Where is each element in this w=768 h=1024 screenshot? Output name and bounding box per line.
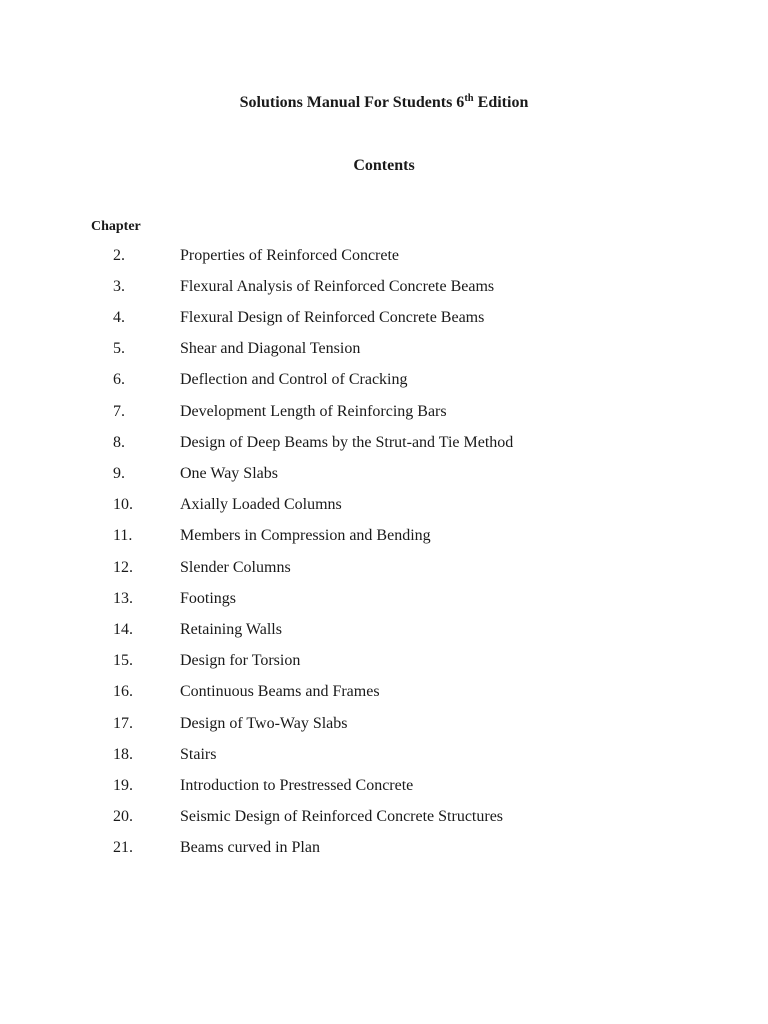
chapter-number: 10. xyxy=(113,496,133,514)
toc-list xyxy=(0,240,768,870)
chapter-title: One Way Slabs xyxy=(180,464,278,482)
chapter-title: Design of Two-Way Slabs xyxy=(180,714,348,732)
chapter-number: 11. xyxy=(113,527,133,545)
toc-row xyxy=(0,240,768,271)
chapter-number: 16. xyxy=(113,683,133,701)
chapter-title: Flexural Design of Reinforced Concrete Beams xyxy=(180,308,485,326)
chapter-title: Shear and Diagonal Tension xyxy=(180,340,361,358)
chapter-number: 20. xyxy=(113,808,133,826)
chapter-number: 3. xyxy=(113,277,125,295)
toc-row xyxy=(0,832,768,863)
toc-row xyxy=(0,489,768,520)
toc-row xyxy=(0,364,768,395)
toc-row xyxy=(0,271,768,302)
chapter-title: Members in Compression and Bending xyxy=(180,527,431,545)
toc-row xyxy=(0,520,768,551)
chapter-title: Design for Torsion xyxy=(180,652,301,670)
document-title-edition: Edition xyxy=(477,94,529,111)
toc-row xyxy=(0,333,768,364)
chapter-number: 19. xyxy=(113,776,133,794)
document-title xyxy=(0,92,768,114)
chapter-number: 18. xyxy=(113,745,133,763)
toc-row xyxy=(0,801,768,832)
toc-row xyxy=(0,583,768,614)
chapter-title: Design of Deep Beams by the Strut-and Tie Method xyxy=(180,433,514,451)
toc-row xyxy=(0,427,768,458)
chapter-title: Seismic Design of Reinforced Concrete Structures xyxy=(180,808,504,826)
toc-row xyxy=(0,458,768,489)
chapter-title: Development Length of Reinforcing Bars xyxy=(180,402,447,420)
chapter-title: Slender Columns xyxy=(180,558,291,576)
chapter-number: 5. xyxy=(113,340,125,358)
chapter-title: Stairs xyxy=(180,745,217,763)
toc-row xyxy=(0,676,768,707)
chapter-title: Properties of Reinforced Concrete xyxy=(180,246,400,264)
title-superscript: th xyxy=(464,93,474,104)
chapter-number: 7. xyxy=(113,402,125,420)
chapter-title: Continuous Beams and Frames xyxy=(180,683,380,701)
chapter-title: Axially Loaded Columns xyxy=(180,496,342,514)
chapter-number: 2. xyxy=(113,246,125,264)
chapter-number: 15. xyxy=(113,652,133,670)
chapter-title: Retaining Walls xyxy=(180,620,282,638)
chapter-number: 4. xyxy=(113,308,125,326)
chapter-title: Introduction to Prestressed Concrete xyxy=(180,776,414,794)
toc-row xyxy=(0,302,768,333)
chapter-column-heading: Chapter xyxy=(91,219,141,234)
toc-row xyxy=(0,614,768,645)
toc-row xyxy=(0,708,768,739)
toc-row xyxy=(0,645,768,676)
chapter-title: Flexural Analysis of Reinforced Concrete Beams xyxy=(180,277,495,295)
chapter-number: 8. xyxy=(113,433,125,451)
chapter-number: 6. xyxy=(113,371,125,389)
chapter-number: 14. xyxy=(113,620,133,638)
contents-heading: Contents xyxy=(353,157,415,174)
toc-row xyxy=(0,739,768,770)
chapter-number: 13. xyxy=(113,589,133,607)
chapter-number: 21. xyxy=(113,839,133,857)
toc-row xyxy=(0,552,768,583)
document-title-text: Solutions Manual For Students 6 xyxy=(239,94,465,111)
chapter-number: 9. xyxy=(113,464,125,482)
chapter-number: 12. xyxy=(113,558,133,576)
toc-row xyxy=(0,396,768,427)
chapter-number: 17. xyxy=(113,714,133,732)
chapter-title: Beams curved in Plan xyxy=(180,839,320,857)
chapter-title: Footings xyxy=(180,589,237,607)
toc-row xyxy=(0,770,768,801)
chapter-title: Deflection and Control of Cracking xyxy=(180,371,408,389)
